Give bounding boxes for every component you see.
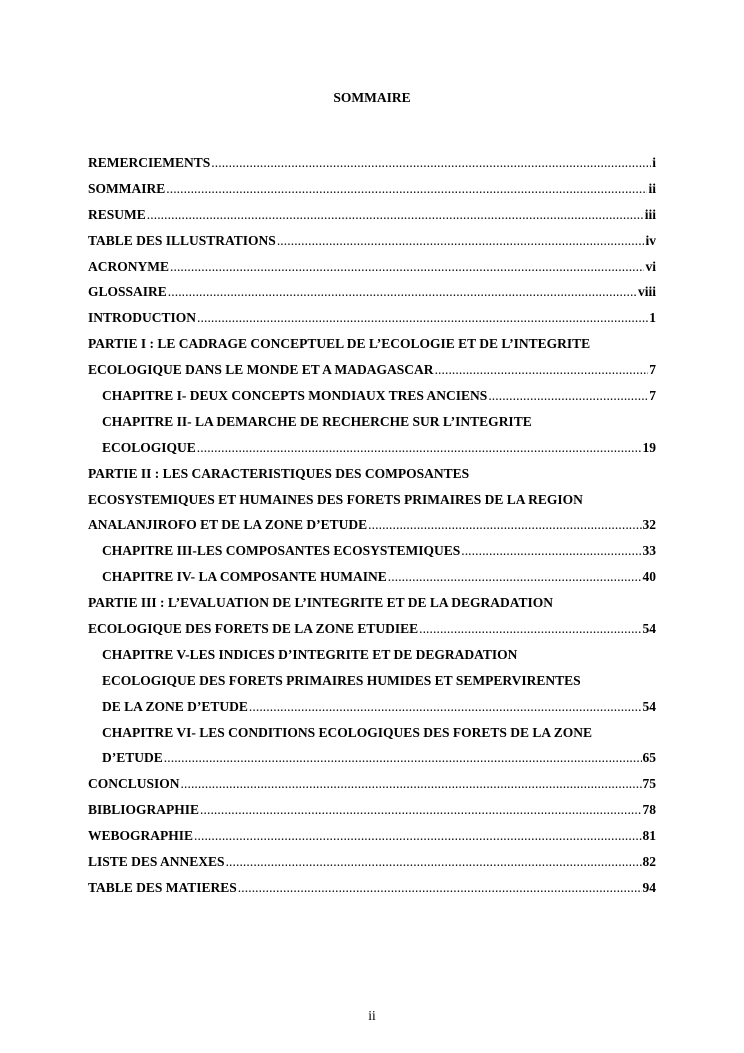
toc-entry-page: iv bbox=[645, 232, 656, 248]
toc-entry-title: ECOSYSTEMIQUES ET HUMAINES DES FORETS PRIMAIRES DE LA REGION bbox=[88, 491, 583, 507]
table-of-contents bbox=[88, 150, 656, 901]
dot-leader bbox=[435, 357, 649, 383]
toc-entry-title: D’ETUDE bbox=[102, 750, 163, 766]
toc-entry-title: CHAPITRE II- LA DEMARCHE DE RECHERCHE SUR L’INTEGRITE bbox=[102, 413, 532, 429]
toc-entry[interactable] bbox=[88, 461, 656, 487]
toc-entry[interactable] bbox=[88, 616, 656, 642]
toc-entry[interactable] bbox=[88, 590, 656, 616]
toc-entry[interactable] bbox=[88, 823, 656, 849]
toc-entry-title: SOMMAIRE bbox=[88, 180, 166, 196]
toc-entry[interactable] bbox=[88, 279, 656, 305]
toc-entry-page: 40 bbox=[642, 569, 656, 585]
dot-leader bbox=[164, 745, 642, 771]
dot-leader bbox=[388, 564, 642, 590]
toc-entry[interactable] bbox=[88, 228, 656, 254]
toc-entry-page: 7 bbox=[649, 388, 656, 403]
toc-entry-title: ECOLOGIQUE DES FORETS PRIMAIRES HUMIDES ET SEMPERVIRENTES bbox=[102, 672, 581, 688]
toc-entry-title: WEBOGRAPHIE bbox=[88, 828, 194, 844]
toc-entry-title: ECOLOGIQUE bbox=[102, 439, 196, 455]
toc-entry[interactable] bbox=[88, 720, 656, 746]
toc-entry-title: PARTIE I : LE CADRAGE CONCEPTUEL DE L’ECOLOGIE ET DE L’INTEGRITE bbox=[88, 336, 591, 352]
page-number: ii bbox=[368, 1008, 376, 1023]
toc-entry-title: ANALANJIROFO ET DE LA ZONE D’ETUDE bbox=[88, 517, 368, 533]
toc-entry[interactable] bbox=[88, 694, 656, 720]
toc-entry-page: 82 bbox=[642, 854, 656, 870]
toc-entry-page: 65 bbox=[642, 750, 656, 766]
toc-entry-title: CONCLUSION bbox=[88, 776, 180, 792]
dot-leader bbox=[488, 383, 648, 409]
toc-entry[interactable] bbox=[88, 435, 656, 461]
dot-leader bbox=[200, 797, 641, 823]
toc-entry-title: CHAPITRE VI- LES CONDITIONS ECOLOGIQUES DES FORETS DE LA ZONE bbox=[102, 724, 592, 740]
toc-entry-page: 81 bbox=[642, 828, 656, 844]
toc-entry[interactable] bbox=[88, 305, 656, 331]
dot-leader bbox=[238, 875, 642, 901]
toc-entry-title: DE LA ZONE D’ETUDE bbox=[102, 698, 248, 714]
page-title: SOMMAIRE bbox=[333, 90, 411, 105]
toc-entry-title: REMERCIEMENTS bbox=[88, 154, 211, 170]
dot-leader bbox=[194, 823, 641, 849]
toc-entry-page: 1 bbox=[649, 310, 656, 326]
dot-leader bbox=[461, 538, 641, 564]
toc-entry-title: GLOSSAIRE bbox=[88, 284, 167, 300]
toc-entry-title: ACRONYME bbox=[88, 258, 169, 274]
toc-entry-page: 7 bbox=[649, 362, 656, 378]
toc-entry-page: ii bbox=[648, 180, 656, 196]
toc-entry-page: 32 bbox=[642, 517, 656, 533]
toc-entry-page: i bbox=[652, 154, 656, 170]
toc-entry[interactable] bbox=[88, 357, 656, 383]
dot-leader bbox=[168, 279, 637, 305]
dot-leader bbox=[249, 694, 642, 720]
toc-entry-page: 19 bbox=[642, 439, 656, 455]
toc-entry[interactable] bbox=[88, 797, 656, 823]
toc-entry[interactable] bbox=[88, 875, 656, 901]
dot-leader bbox=[277, 228, 645, 254]
toc-entry-page: 78 bbox=[642, 802, 656, 818]
toc-entry-title: INTRODUCTION bbox=[88, 310, 197, 326]
dot-leader bbox=[211, 150, 651, 176]
dot-leader bbox=[197, 435, 642, 461]
toc-entry[interactable] bbox=[88, 668, 656, 694]
dot-leader bbox=[368, 512, 641, 538]
toc-entry[interactable] bbox=[88, 487, 656, 513]
toc-entry[interactable] bbox=[88, 409, 656, 435]
dot-leader bbox=[170, 254, 644, 280]
toc-entry-title: CHAPITRE IV- LA COMPOSANTE HUMAINE bbox=[102, 569, 387, 585]
dot-leader bbox=[419, 616, 641, 642]
toc-entry[interactable] bbox=[88, 202, 656, 228]
toc-entry-title: ECOLOGIQUE DANS LE MONDE ET A MADAGASCAR bbox=[88, 362, 434, 378]
toc-entry-title: PARTIE III : L’EVALUATION DE L’INTEGRITE ET DE LA DEGRADATION bbox=[88, 595, 554, 611]
toc-entry[interactable] bbox=[88, 771, 656, 797]
toc-entry-title: PARTIE II : LES CARACTERISTIQUES DES COMPOSANTES bbox=[88, 465, 470, 481]
toc-entry-title: RESUME bbox=[88, 206, 146, 222]
toc-entry[interactable] bbox=[88, 150, 656, 176]
toc-entry-page: 75 bbox=[642, 776, 656, 792]
toc-entry-page: 54 bbox=[642, 621, 656, 637]
toc-entry[interactable] bbox=[88, 176, 656, 202]
toc-entry-title: ECOLOGIQUE DES FORETS DE LA ZONE ETUDIEE bbox=[88, 621, 419, 637]
toc-entry-page: 33 bbox=[642, 543, 656, 559]
toc-entry[interactable] bbox=[88, 331, 656, 357]
toc-entry[interactable] bbox=[88, 538, 656, 564]
toc-entry[interactable] bbox=[88, 642, 656, 668]
toc-entry-title: CHAPITRE V-LES INDICES D’INTEGRITE ET DE DEGRADATION bbox=[102, 646, 518, 662]
toc-entry-title: TABLE DES ILLUSTRATIONS bbox=[88, 232, 276, 248]
dot-leader bbox=[226, 849, 642, 875]
dot-leader bbox=[166, 176, 647, 202]
toc-entry-title: LISTE DES ANNEXES bbox=[88, 854, 225, 870]
toc-entry-page: 94 bbox=[642, 879, 656, 895]
toc-entry-page: viii bbox=[637, 284, 656, 300]
dot-leader bbox=[181, 771, 642, 797]
dot-leader bbox=[197, 305, 648, 331]
toc-entry[interactable] bbox=[88, 254, 656, 280]
toc-entry-title: TABLE DES MATIERES bbox=[88, 879, 237, 895]
dot-leader bbox=[147, 202, 644, 228]
toc-entry-title: BIBLIOGRAPHIE bbox=[88, 802, 200, 818]
toc-entry-page: 54 bbox=[642, 698, 656, 714]
toc-entry-page: iii bbox=[644, 206, 656, 222]
toc-entry[interactable] bbox=[88, 745, 656, 771]
toc-entry-page: vi bbox=[645, 258, 656, 274]
toc-entry[interactable] bbox=[88, 564, 656, 590]
toc-entry-title: CHAPITRE III-LES COMPOSANTES ECOSYSTEMIQUES bbox=[102, 543, 461, 559]
toc-entry[interactable] bbox=[88, 849, 656, 875]
toc-entry[interactable] bbox=[88, 383, 656, 409]
toc-entry-title: CHAPITRE I- DEUX CONCEPTS MONDIAUX TRES ANCIENS bbox=[102, 388, 488, 403]
toc-entry[interactable] bbox=[88, 512, 656, 538]
